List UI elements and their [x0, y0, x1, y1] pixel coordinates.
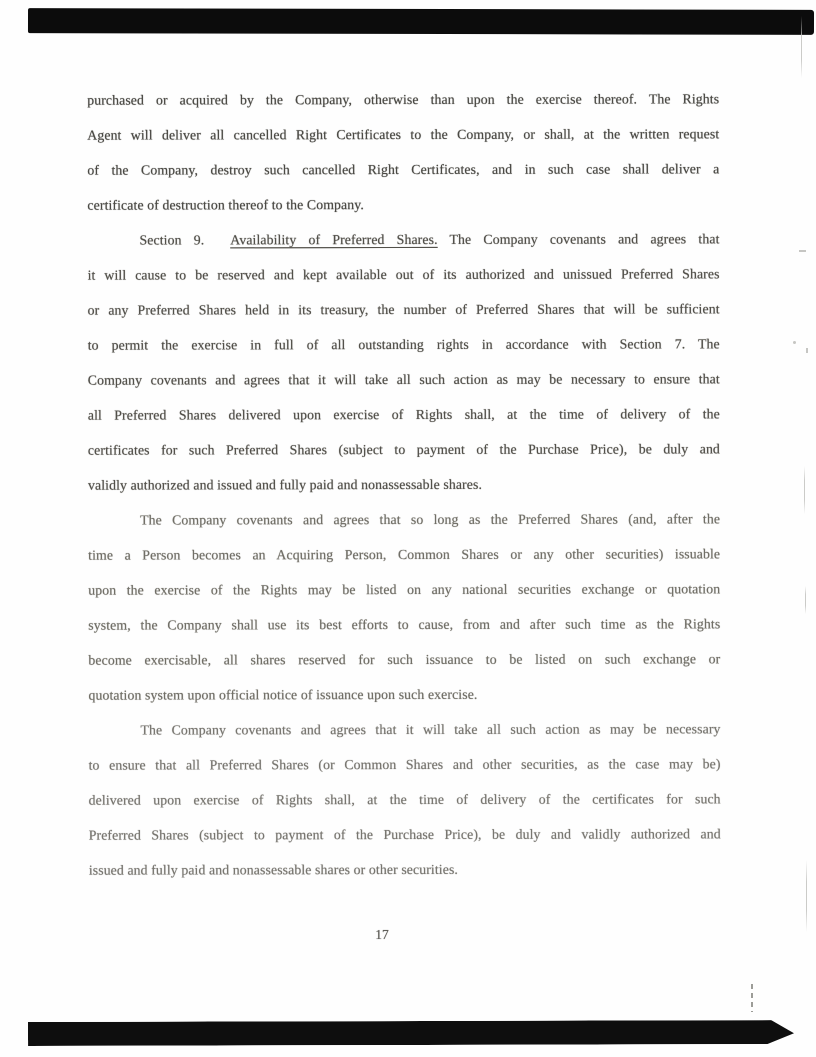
scan-streak	[804, 466, 805, 514]
text-line: certificate of destruction thereof to the Company.	[87, 197, 364, 213]
scan-speck	[799, 250, 806, 252]
text-line: Agent will deliver all cancelled Right Certificates to the Company, or shall, at the written request	[87, 126, 720, 143]
text-line: system, the Company shall use its best efforts to cause, from and after such time as the Rights	[88, 616, 721, 633]
text-line: purchased or acquired by the Company, otherwise than upon the exercise thereof. The Rights	[87, 91, 720, 108]
scan-dashes	[751, 984, 753, 1012]
text-line: of the Company, destroy such cancelled Right Certificates, and in such case shall deliver a	[87, 161, 720, 178]
text-line: time a Person becomes an Acquiring Person, Common Shares or any other securities) issuable	[88, 546, 721, 563]
section-heading: Availability of Preferred Shares.	[230, 231, 438, 248]
scan-edge-bar-top	[28, 8, 814, 35]
text-line: it will cause to be reserved and kept available out of its authorized and unissued Preferred Shares	[87, 266, 720, 283]
text-line: Preferred Shares (subject to payment of the Purchase Price), be duly and validly authorized and	[88, 826, 721, 843]
text-line: upon the exercise of the Rights may be listed on any national securities exchange or quotation	[88, 581, 721, 598]
text-line: to ensure that all Preferred Shares (or Common Shares and other securities, as the case may be)	[88, 756, 721, 773]
scan-streak	[801, 16, 802, 78]
text-line: Company covenants and agrees that it will take all such action as may be necessary to ensure that	[87, 371, 720, 388]
text-line: The Company covenants and agrees that so long as the Preferred Shares (and, after the	[140, 511, 721, 528]
text-line: certificates for such Preferred Shares (subject to payment of the Purchase Price), be duly and	[87, 441, 720, 458]
text-line: validly authorized and issued and fully paid and nonassessable shares.	[87, 476, 482, 493]
scan-streak	[805, 586, 806, 614]
text-line: delivered upon exercise of Rights shall, at the time of delivery of the certificates for such	[88, 791, 721, 808]
text-line: become exercisable, all shares reserved for such issuance to be listed on such exchange or	[88, 651, 721, 668]
text-line: quotation system upon official notice of issuance upon such exercise.	[88, 686, 478, 703]
text-line	[87, 221, 719, 257]
section-heading-rest: The Company covenants and agrees that	[437, 231, 720, 247]
scan-speck	[806, 348, 808, 353]
text-line: The Company covenants and agrees that it will take all such action as may be necessary	[140, 721, 721, 738]
body-text	[87, 81, 721, 887]
text-line: all Preferred Shares delivered upon exercise of Rights shall, at the time of delivery of the	[87, 406, 720, 423]
text-line: or any Preferred Shares held in its treasury, the number of Preferred Shares that will be sufficient	[87, 301, 720, 318]
scan-streak	[806, 860, 807, 932]
section-number: Section 9.	[139, 232, 205, 248]
scan-edge-bar-bottom	[28, 1020, 794, 1046]
page-number: 17	[375, 927, 389, 942]
text-line: to permit the exercise in full of all outstanding rights in accordance with Section 7. The	[87, 336, 720, 353]
text-line: issued and fully paid and nonassessable shares or other securities.	[88, 861, 458, 878]
scan-speck	[793, 341, 796, 344]
